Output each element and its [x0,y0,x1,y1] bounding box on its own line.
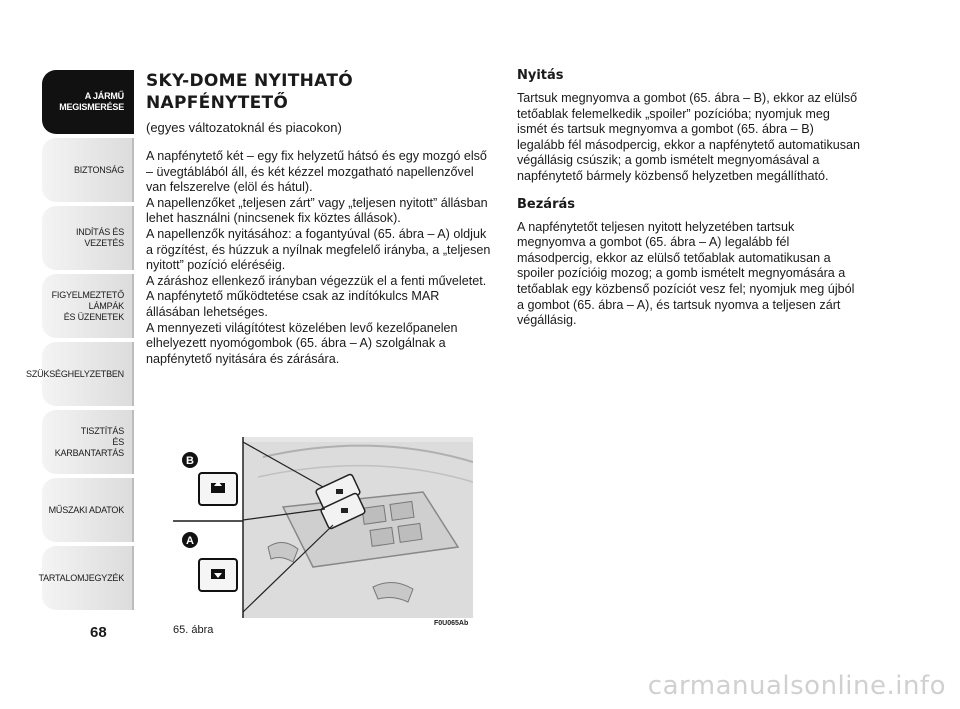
right-column [517,68,862,329]
subtitle: (egyes változatoknál és piacokon) [146,120,342,135]
tab-emergency[interactable] [26,342,134,406]
closing-heading: Bezárás [517,196,575,212]
tab-vehicle-overview[interactable] [42,70,134,134]
intro-text: A napfénytető két – egy fix helyzetű hátsó és egy mozgó első – üvegtáblából áll, és két kézzel mozgatható napellenzővel van felszerelve (elöl és hátul). A napellenzőket „teljesen zárt” vagy „teljesen nyitott” állásban lehet használni (nincsenek fix köztes állások). A napellenzők nyitásához: a fogantyúval (65. ábra – A) oldjuk a rögzítést, és húzzuk a nyílnak megfelelő irányba, a „teljesen nyitott” pozíció eléréséig. A záráshoz ellenkező irányban végezzük el a fenti műveletet. A napfénytető működtetése csak az indítókulcs MAR állásában lehetséges. A mennyezeti világítótest közelében levő kezelőpanelen elhelyezett nyomógombok (65. ábra – A) szolgálnak a napfénytető nyitására és zárására. [146,149,491,366]
tab-index[interactable] [38,546,134,610]
tab-label: FIGYELMEZTETŐ LÁMPÁK ÉS ÜZENETEK [51,289,124,322]
tab-label: INDÍTÁS ÉS VEZETÉS [75,227,124,248]
tab-label: A JÁRMŰ MEGISMERÉSE [59,91,124,112]
title-line-1: SKY-DOME NYITHATÓ [146,71,353,91]
tab-label: SZÜKSÉGHELYZETBEN [26,368,124,379]
figure-caption: 65. ábra [173,624,214,636]
figure-code: F0U065Ab [434,620,469,627]
chapter-tabs [26,70,134,614]
callout-a: A [186,535,194,547]
sunroof-control-illustration [173,437,473,618]
page-title [146,70,496,114]
opening-text: Tartsuk megnyomva a gombot (65. ábra – B), ekkor az elülső tetőablak felemelkedik „spoiler” pozícióba; nyomjuk meg ismét és tartsuk megnyomva a gombot (65. ábra – B) legalább fél másodpercig, ekkor a napfénytető automatikusan végállásig csúszik; a gomb ismételt megnyomásával a napfénytető bármely közbenső helyzetben megállítható. [517,91,861,183]
left-column [146,70,496,367]
callout-b: B [186,455,194,467]
title-line-2: NAPFÉNYTETŐ [146,93,289,113]
tab-label: TARTALOMJEGYZÉK [38,572,124,583]
watermark: carmanualsonline.info [647,671,946,701]
tab-maintenance[interactable] [42,410,134,474]
tab-starting-driving[interactable] [42,206,134,270]
tab-label: BIZTONSÁG [73,164,124,175]
opening-heading: Nyitás [517,68,564,83]
tab-safety[interactable] [42,138,134,202]
tab-label: MŰSZAKI ADATOK [48,504,124,515]
figure-65 [173,437,473,618]
closing-text: A napfénytetőt teljesen nyitott helyzetében tartsuk megnyomva a gombot (65. ábra – A) legalább fél másodpercig, ekkor az elülső tetőablak automatikusan a spoiler pozícióig mozog; a gomb ismételt megnyomására a tetőablak egy közbenső pozíciót vesz fel; nyomjuk meg újból a gombot (65. ábra – A), és tartsuk nyomva a teljesen zárt végállásig. [517,219,855,328]
page-number: 68 [90,624,107,641]
tab-technical-data[interactable] [42,478,134,542]
tab-warning-lights[interactable] [42,274,134,338]
tab-label: TISZTÍTÁS ÉS KARBANTARTÁS [54,425,124,458]
